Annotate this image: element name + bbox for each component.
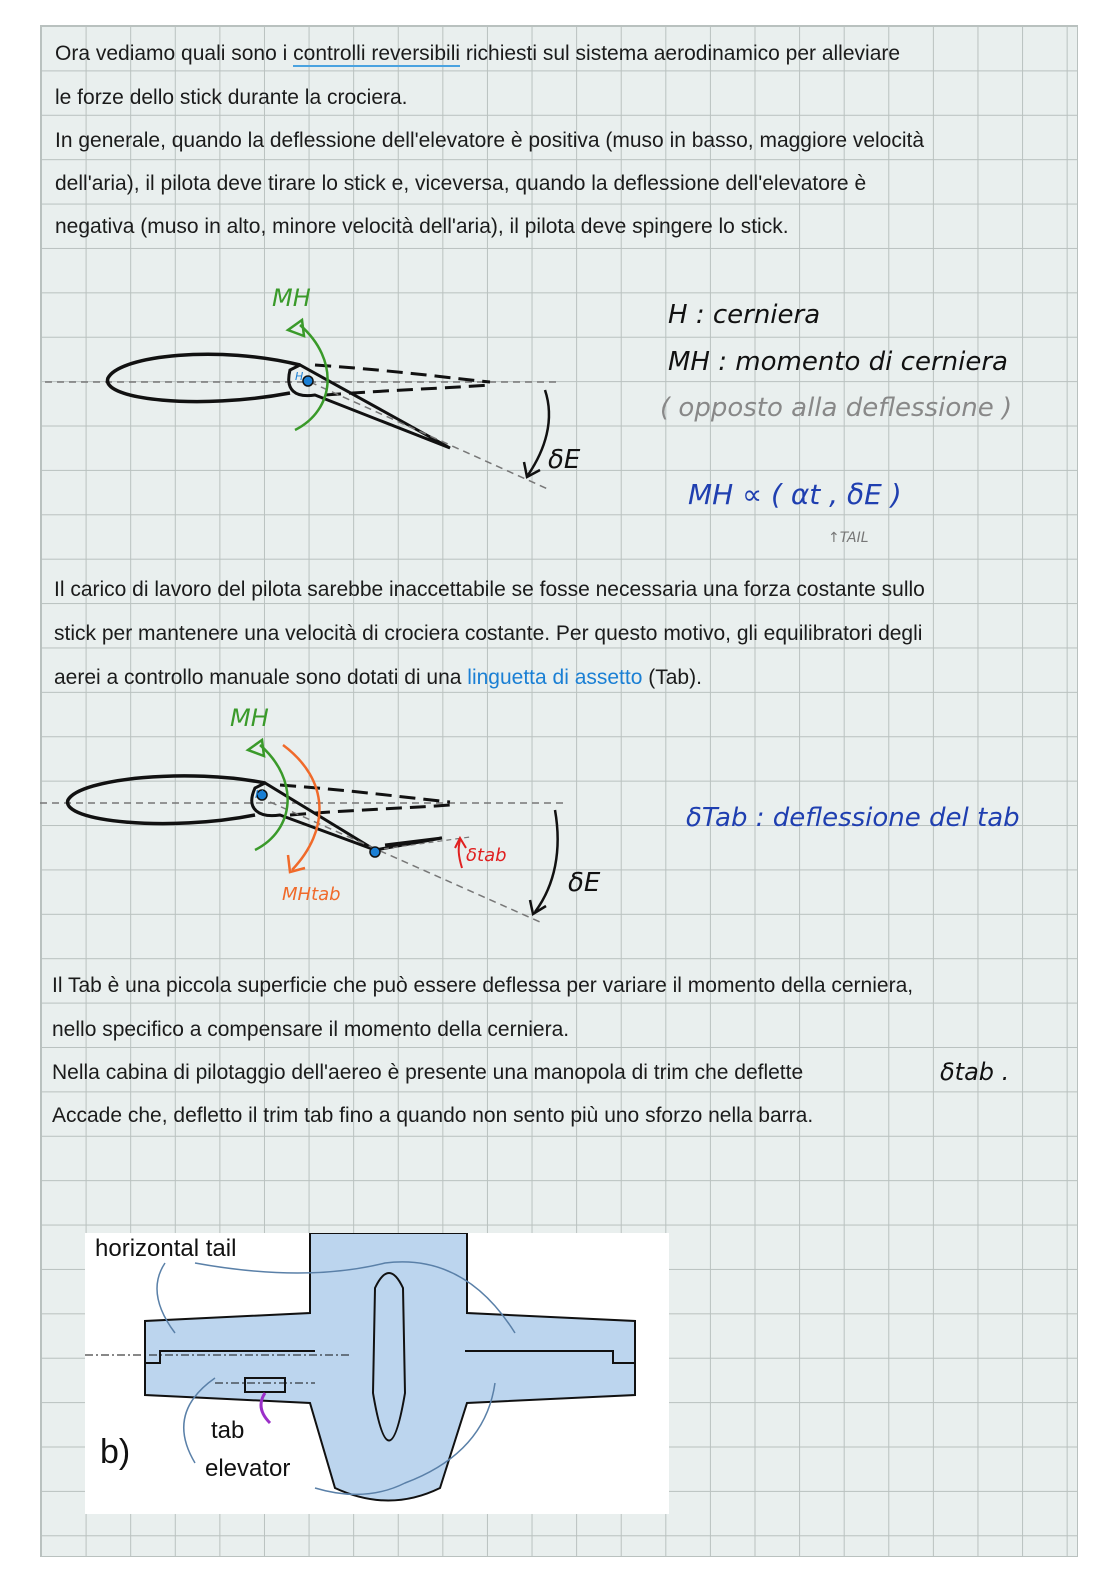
text-line: Nella cabina di pilotaggio dell'aereo è presente una manopola di trim che deflette xyxy=(52,1061,804,1084)
text-line: Il carico di lavoro del pilota sarebbe inaccettabile se fosse necessaria una forza costante sullo xyxy=(54,578,925,601)
text-line: aerei a controllo manuale sono dotati di una linguetta di assetto (Tab). xyxy=(54,666,702,689)
delta-tab-label: δtab xyxy=(466,845,507,866)
text-line: le forze dello stick durante la crociera. xyxy=(55,86,408,109)
note-delta-tab: δTab : deflessione del tab xyxy=(686,803,1020,833)
delta-e-label: δE xyxy=(548,445,581,475)
text-line: dell'aria), il pilota deve tirare lo stick e, viceversa, quando la deflessione dell'elevatore è xyxy=(55,172,867,195)
hinge-label: H xyxy=(255,788,264,801)
formula: MH ∝ ( αt , δE ) xyxy=(688,478,902,511)
note-momento: MH : momento di cerniera xyxy=(668,347,1008,377)
hinge-label: H xyxy=(295,370,304,383)
link-linguetta-di-assetto[interactable]: linguetta di assetto xyxy=(467,666,643,689)
text-line: Ora vediamo quali sono i controlli reversibili richiesti sul sistema aerodinamico per alleviare xyxy=(55,42,901,65)
note-cerniera: H : cerniera xyxy=(668,300,821,330)
moment-label: MH xyxy=(272,284,311,312)
delta-e-label: δE xyxy=(568,868,601,898)
text-line: Accade che, defletto il trim tab fino a quando non sento più uno sforzo nella barra. xyxy=(52,1104,814,1127)
label-elevator: elevator xyxy=(205,1455,291,1482)
delta-tab-symbol: δtab . xyxy=(940,1058,1010,1086)
horizontal-tail-figure xyxy=(85,1233,669,1514)
label-tab: tab xyxy=(211,1417,245,1444)
elevator-diagram-1 xyxy=(40,270,620,510)
highlight-controlli-reversibili: controlli reversibili xyxy=(293,42,461,65)
label-horizontal-tail: horizontal tail xyxy=(95,1235,237,1262)
text-line: stick per mantenere una velocità di crociera costante. Per questo motivo, gli equilibratori degli xyxy=(54,622,923,645)
text-line: nello specifico a compensare il momento della cerniera. xyxy=(52,1018,570,1041)
label-b: b) xyxy=(100,1433,131,1471)
tab-moment-label: MHtab xyxy=(282,884,341,905)
text-line: negativa (muso in alto, minore velocità dell'aria), il pilota deve spingere lo stick. xyxy=(55,215,789,238)
formula-subscript: ↑TAIL xyxy=(828,530,869,546)
text-line: In generale, quando la deflessione dell'elevatore è positiva (muso in basso, maggiore velocità xyxy=(55,129,925,152)
note-opposto: ( opposto alla deflessione ) xyxy=(660,393,1013,423)
moment-label: MH xyxy=(230,704,269,732)
text-line: Il Tab è una piccola superficie che può essere deflessa per variare il momento della cerniera, xyxy=(52,974,914,997)
